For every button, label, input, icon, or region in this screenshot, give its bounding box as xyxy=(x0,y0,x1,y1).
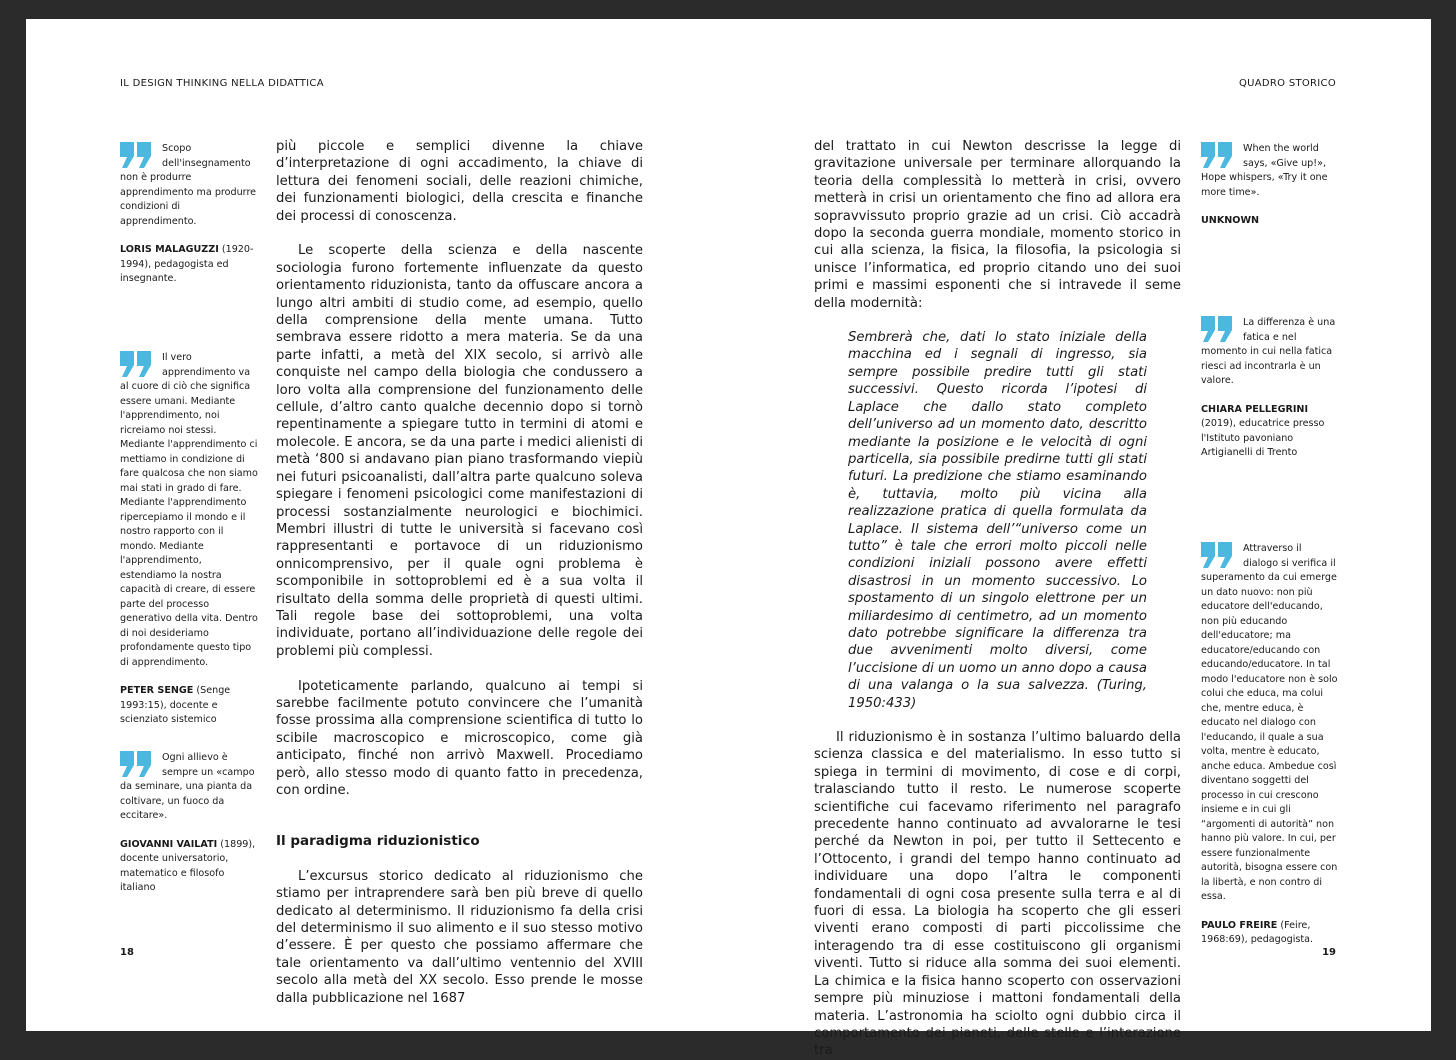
body-text-left xyxy=(276,138,643,1007)
author-name: PETER SENGE xyxy=(120,685,194,696)
body-text-right xyxy=(814,138,1181,1060)
page-number-right: 19 xyxy=(1322,947,1336,958)
paragraph: L’excursus storico dedicato al riduzionismo che stiamo per intraprendere sarà ben più breve di quello dedicato al determinismo. Il riduzionismo fa della crisi del determinismo il suo alimento e il suo stesso motivo d’essere. È per questo che possiamo affermare che tale orientamento va dall’ultimo ventennio del XVIII secolo alla metà del XX secolo. Esso prende le mosse dalla pubblicazione nel 1687 xyxy=(276,868,643,1006)
running-header-left: IL DESIGN THINKING NELLA DIDATTICA xyxy=(120,78,324,89)
quote-icon xyxy=(1201,142,1233,168)
quote-author xyxy=(1201,214,1339,229)
sidequote-right-1 xyxy=(1201,142,1339,238)
sidequote-right-2 xyxy=(1201,316,1339,470)
quote-text: Ogni allievo è sempre un «campo da seminare, una pianta da coltivare, un fuoco da eccitare». xyxy=(120,752,255,821)
sidequote-left-2 xyxy=(120,351,258,737)
quote-text: Scopo dell'insegnamento non è produrre apprendimento ma produrre condizioni di apprendimento. xyxy=(120,143,257,227)
author-detail: (1899), docente universatorio, matematico e filosofo italiano xyxy=(120,838,256,893)
author-name: CHIARA PELLEGRINI xyxy=(1201,403,1309,415)
quote-icon xyxy=(120,142,152,168)
paragraph: Le scoperte della scienza e della nascente sociologia furono fortemente influenzate da questo orientamento riduzionista, tanto da offuscare ancora a lungo altri ambiti di studio come, ad esempio, quello della comprensione della mente umana. Tutto sembrava essere ridotto a mera materia. Se da una parte infatti, a metà del XIX secolo, si arrivò alle conquiste nel campo della biologia che condussero a loro volta alla comprensione del funzionamento delle cellule, d’altro canto qualche decennio dopo si tornò repentinamente a spiegare tutto in termini di atomi e molecole. E ancora, se da una parte i medici alienisti di metà ‘800 si andavano pian piano trasformando viepiù nei futuri psicoanalisti, dall’altra parte qualcuno soleva spiegare i fenomeni psicologici come manifestazioni di processi sostanzialmente neurologici e biochimici. Membri illustri di tutte le università si facevano così rappresentanti e portavoce di un riduzionismo onnicomprensivo, per il quale ogni problema è scomponibile in sottoproblemi ed è a sua volta il risultato della somma delle proprietà di questi ultimi. Tali regole base dei sottoproblemi, una volta individuate, portano all’individuazione delle regole dei problemi più complessi. xyxy=(276,243,643,659)
quote-icon xyxy=(1201,316,1233,342)
quote-icon xyxy=(1201,542,1233,568)
paragraph: Ipoteticamente parlando, qualcuno ai tempi si sarebbe facilmente potuto convincere che l’umanità fosse prossima alla comprensione scientifica di tutto lo scibile macroscopico e microscopico, come già anticipato, finché non arrivò Maxwell. Procediamo però, allo stesso modo di quanto fatto in precedenza, con ordine. xyxy=(276,678,643,798)
author-name: GIOVANNI VAILATI xyxy=(120,838,218,850)
quote-author xyxy=(1201,919,1339,948)
sidequote-left-3 xyxy=(120,751,258,905)
quote-icon xyxy=(120,351,152,377)
sidequote-right-3 xyxy=(1201,542,1339,957)
quote-author xyxy=(1201,403,1339,461)
author-name: PAULO FREIRE xyxy=(1201,919,1278,931)
author-detail: (Feire, 1968:69), pedagogista. xyxy=(1201,919,1314,945)
author-detail: (2019), educatrice presso l'Istituto pavoniano Artigianelli di Trento xyxy=(1201,418,1325,458)
section-heading: Il paradigma riduzionistico xyxy=(276,833,480,850)
paragraph: più piccole e semplici divenne la chiave d’interpretazione di ogni accadimento, la chiave di lettura dei fenomeni sociali, delle reazioni chimiche, dei funzionamenti biologici, della crescita e finanche dei processi di conoscenza. xyxy=(276,139,643,224)
author-name: UNKNOWN xyxy=(1201,215,1260,226)
quote-text: Il vero apprendimento va al cuore di ciò che significa essere umani. Mediante l'apprendimento, noi ricreiamo noi stessi. Mediante l'apprendimento ci mettiamo in condizione di fare qualcosa che non siamo mai stati in grado di fare. Mediante l'apprendimento ripercepiamo il mondo e il nostro rapporto con il mondo. Mediante l'apprendimento, estendiamo la nostra capacità di creare, di essere parte del processo generativo della vita. Dentro di noi desideriamo profondamente questo tipo di apprendimento. xyxy=(120,352,258,668)
quote-author xyxy=(120,243,258,287)
author-name: LORIS MALAGUZZI xyxy=(120,244,219,255)
author-detail: (1920-1994), pedagogista ed insegnante. xyxy=(120,244,254,284)
paragraph: Il riduzionismo è in sostanza l’ultimo baluardo della scienza classica e del materialismo. In esso tutto si spiega in termini di movimento, di cose e di corpi, tralasciando tutto il resto. Le numerose scoperte scientifiche cui facevamo riferimento nel paragrafo precedente hanno continuato ad avvalorarne le tesi perché da Newton in poi, per tutto il Settecento e l’Ottocento, i grandi del tempo hanno continuato ad individuare una dopo l’altra le componenti fondamentali di ogni cosa presente sulla terra e al di fuori di essa. La biologia ha scoperto che gli esseri viventi erano composti di parti piccolissime che interagendo tra di esse costituiscono gli organismi viventi. Tutto si riduce alla somma dei suoi elementi. La chimica e la fisica hanno scoperto con osservazioni sempre più minuziose i mattoni fondamentali della materia. L’astronomia ha sciolto ogni dubbio circa il comportamento dei pianeti, delle stelle e l’interazione tra xyxy=(814,730,1181,1059)
quote-author xyxy=(120,684,258,728)
quote-text: La differenza è una fatica e nel momento in cui nella fatica riesci ad incontrarla è un valore. xyxy=(1201,317,1336,386)
quote-text: When the world says, «Give up!», Hope whispers, «Try it one more time». xyxy=(1201,143,1328,198)
page-number-left: 18 xyxy=(120,947,134,958)
paragraph: del trattato in cui Newton descrisse la legge di gravitazione universale per terminare allorquando la teoria della complessità lo metterà in crisi, ovvero metterà in crisi un orientamento che fino ad allora era sopravvissuto proprio grazie ad un crisi. Ciò accadrà dopo la seconda guerra mondiale, momento storico in cui alla scienza, la fisica, la filosofia, la psicologia si unisce l’informatica, ed proprio citando uno dei suoi primi e massimi esponenti che si intravede il seme della modernità: xyxy=(814,139,1181,311)
quote-icon xyxy=(120,751,152,777)
quote-text: Attraverso il dialogo si verifica il superamento da cui emerge un dato nuovo: non più educatore dell'educando, non più educando dell'educatore; ma educatore/educando con educando/educatore. In tal modo l'educatore non è solo colui che educa, ma colui che, mentre educa, è educato nel dialogo con l'educando, il quale a sua volta, mentre è educato, anche educa. Ambedue così diventano soggetti del processo in cui crescono insieme e in cui gli “argomenti di autorità” non hanno più valore. In cui, per essere funzionalmente autorità, bisogna essere con la libertà, e non contro di essa. xyxy=(1201,543,1338,902)
quote-author xyxy=(120,838,258,896)
running-header-right: QUADRO STORICO xyxy=(1238,78,1336,89)
author-detail: (Senge 1993:15), docente e scienziato sistemico xyxy=(120,685,231,725)
block-quote: Sembrerà che, dati lo stato iniziale della macchina ed i segnali di ingresso, sia sempre possibile predire tutti gli stati successivi. Questo ricorda l’ipotesi di Laplace che dallo stato completo dell’universo ad un momento dato, descritto mediante la posizione e le velocità di ogni particella, sia possibile predirne tutti gli stati futuri. La predizione che stiamo esaminando è, tuttavia, molto più vicina alla realizzazione pratica di quella formulata da Laplace. Il sistema dell’“universo come un tutto” è tale che errori molto piccoli nelle condizioni iniziali possono avere effetti disastrosi in un momento successivo. Lo spostamento di un singolo elettrone per un miliardesimo di centimetro, ad un momento dato potrebbe significare la differenza tra due avvenimenti molto diversi, come l’uccisione di un uomo un anno dopo a causa di una valanga o la sua salvezza. (Turing, 1950:433) xyxy=(848,330,1147,711)
sidequote-left-1 xyxy=(120,142,258,296)
